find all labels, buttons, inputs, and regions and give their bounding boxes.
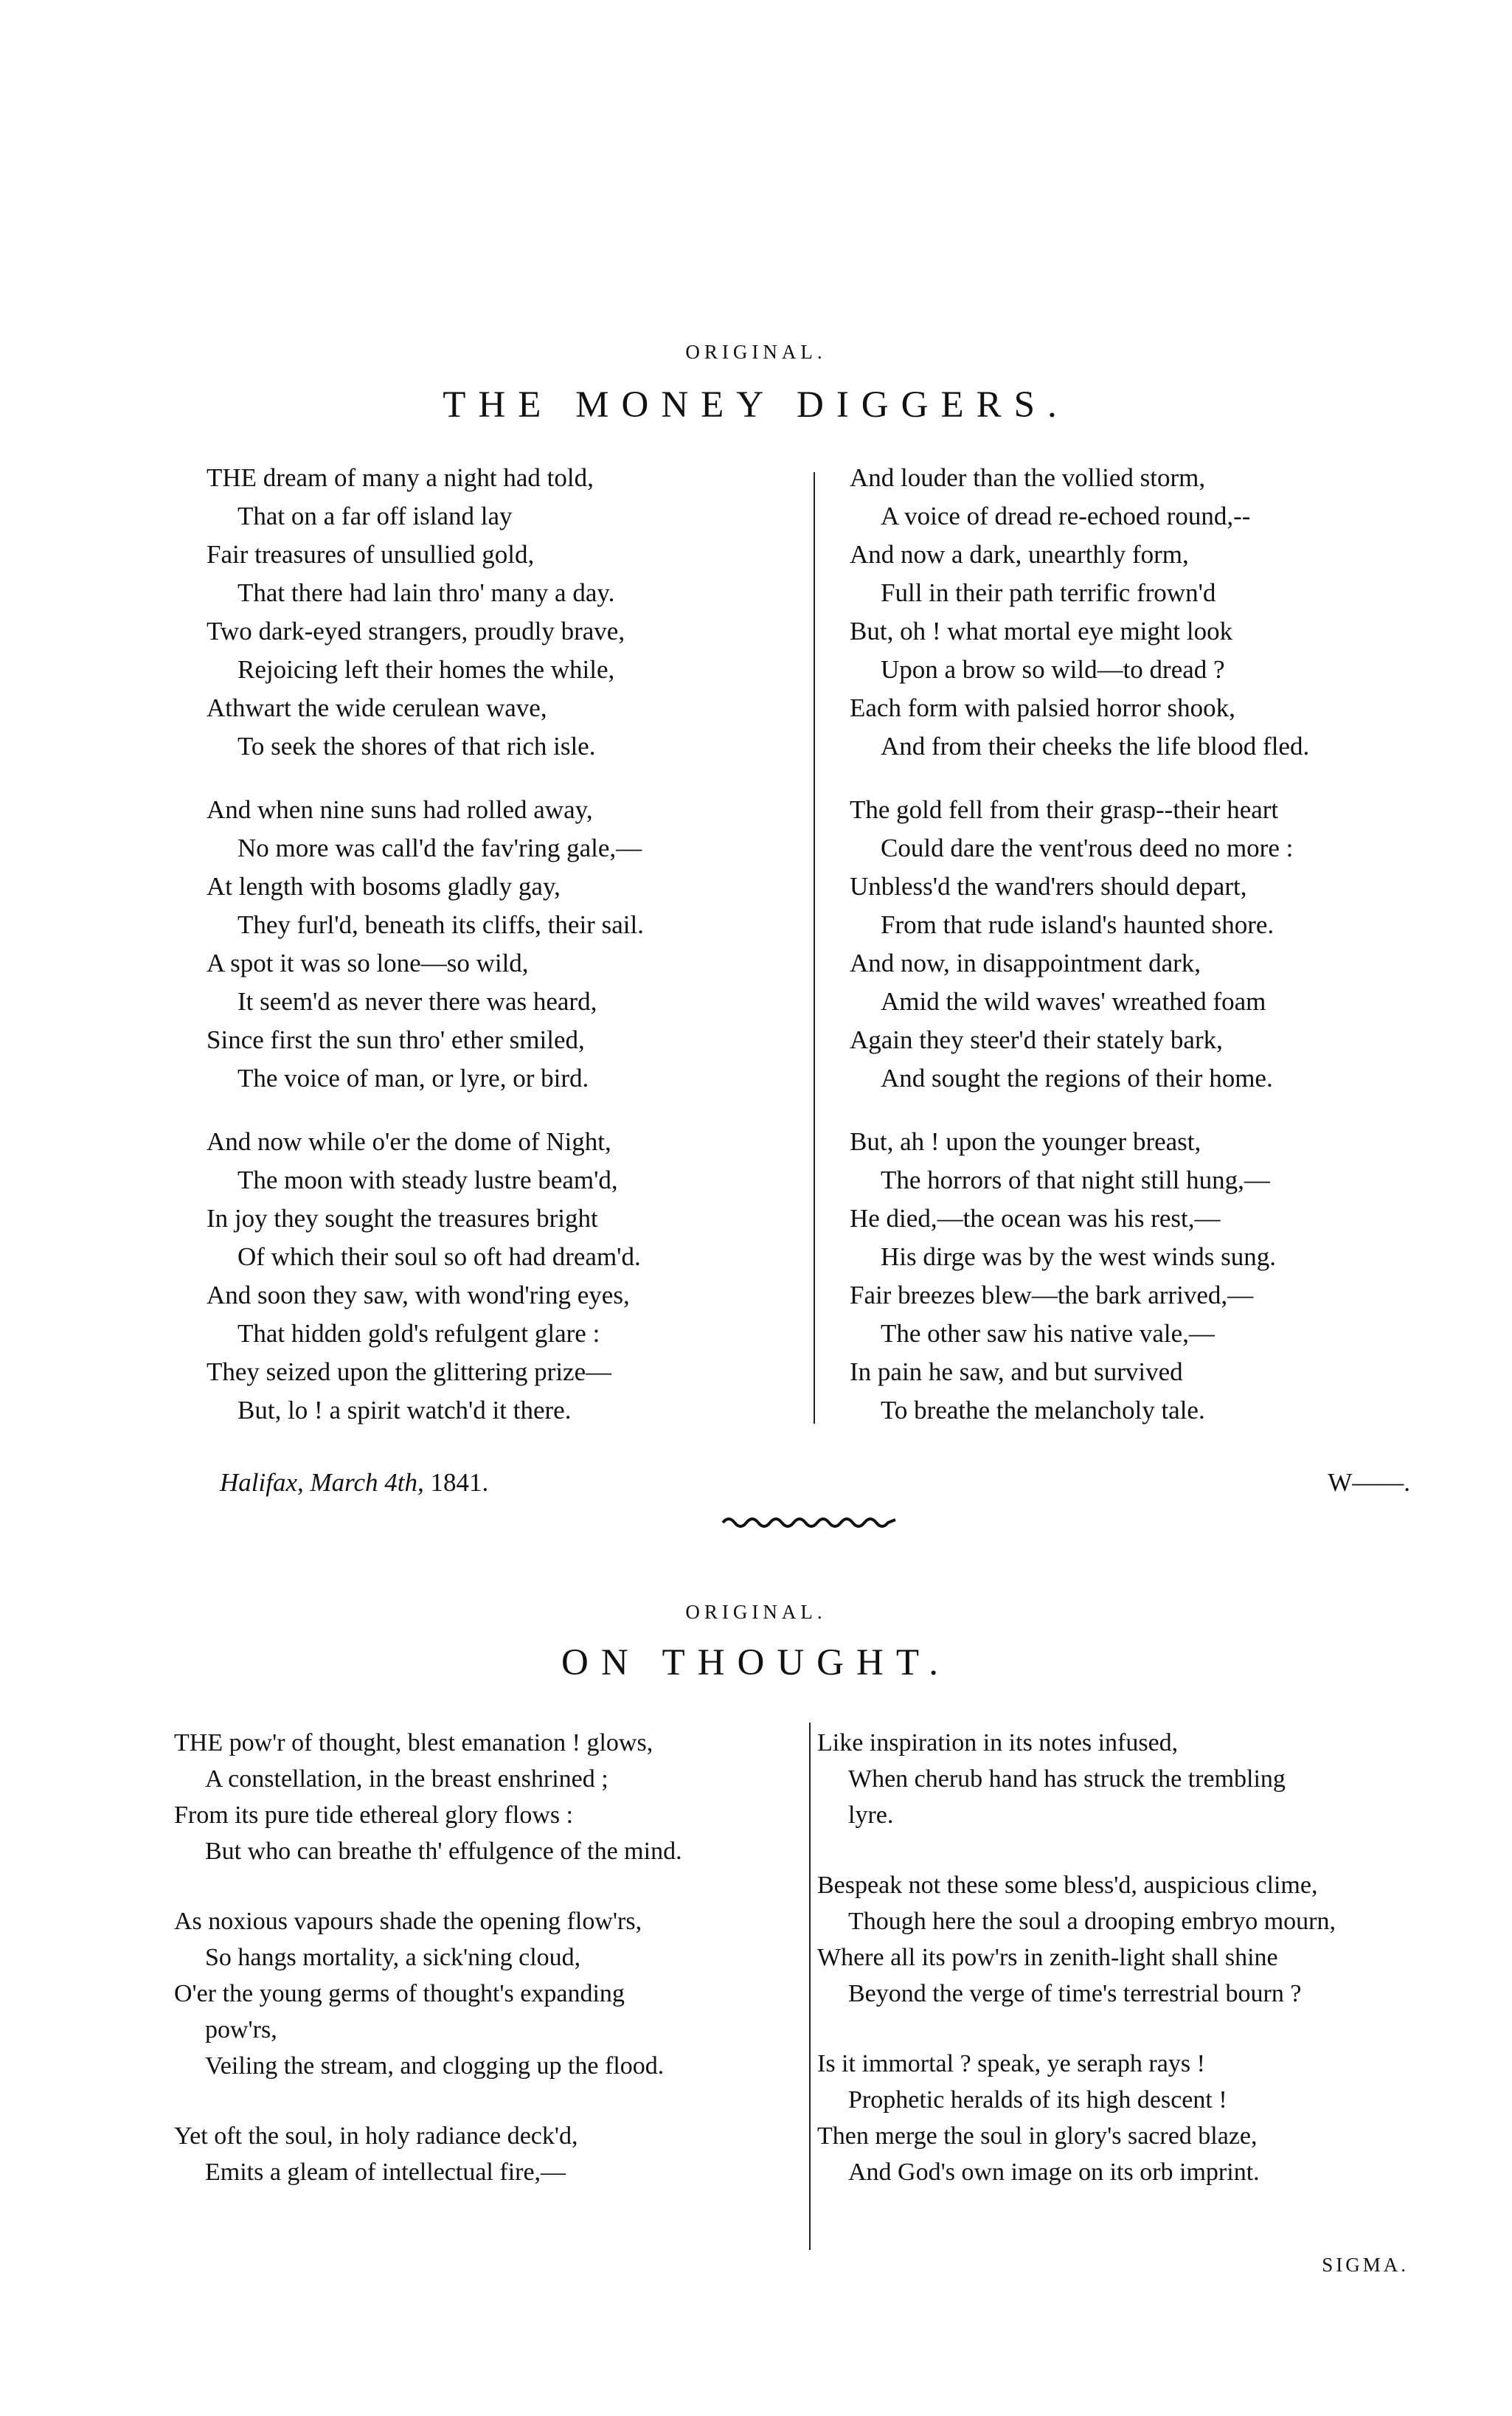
- verse-line: That there had lain thro' many a day.: [237, 578, 615, 607]
- verse-line: Amid the wild waves' wreathed foam: [881, 987, 1266, 1016]
- stanza: [817, 1867, 1336, 2012]
- verse-line: Prophetic heralds of its high descent !: [848, 2086, 1227, 2114]
- verse-line: Fair breezes blew—the bark arrived,—: [850, 1281, 1254, 1309]
- verse-line: And when nine suns had rolled away,: [207, 795, 593, 824]
- verse-line: The gold fell from their grasp--their heart: [850, 795, 1279, 824]
- verse-line: Could dare the vent'rous deed no more :: [881, 834, 1294, 862]
- poem-title: THE MONEY DIGGERS.: [443, 384, 1069, 426]
- verse-line: That hidden gold's refulgent glare :: [237, 1319, 600, 1348]
- verse-line: lyre.: [848, 1801, 894, 1829]
- verse-line: As noxious vapours shade the opening flow'rs,: [174, 1908, 642, 1935]
- verse-line: But, lo ! a spirit watch'd it there.: [237, 1396, 572, 1425]
- verse-line: And God's own image on its orb imprint.: [848, 2159, 1260, 2186]
- verse-line: And now while o'er the dome of Night,: [207, 1127, 611, 1156]
- verse-line: Fair treasures of unsullied gold,: [207, 540, 535, 569]
- verse-line: The moon with steady lustre beam'd,: [237, 1166, 618, 1194]
- stanza: [850, 1123, 1309, 1430]
- verse-line: In pain he saw, and but survived: [850, 1357, 1183, 1386]
- verse-line: Veiling the stream, and clogging up the flood.: [205, 2052, 665, 2080]
- verse-line: Beyond the verge of time's terrestrial bourn ?: [848, 1980, 1302, 2007]
- verse-line: A voice of dread re-echoed round,--: [881, 502, 1251, 530]
- section-label: ORIGINAL.: [685, 1601, 827, 1623]
- verse-line: THE dream of many a night had told,: [207, 463, 594, 492]
- verse-line: Full in their path terrific frown'd: [881, 578, 1216, 607]
- verse-line: To seek the shores of that rich isle.: [237, 732, 596, 761]
- column-divider: [809, 1723, 811, 2250]
- left-column: [207, 459, 644, 1455]
- left-column: [174, 1725, 682, 2224]
- stanza: [850, 459, 1309, 766]
- author-signature: W——.: [1328, 1468, 1410, 1497]
- stanza: [174, 1725, 682, 1869]
- verse-line: That on a far off island lay: [237, 502, 513, 530]
- ornamental-divider: [721, 1514, 898, 1529]
- verse-line: Rejoicing left their homes the while,: [237, 655, 615, 684]
- verse-line: Two dark-eyed strangers, proudly brave,: [207, 617, 625, 645]
- verse-line: Unbless'd the wand'rers should depart,: [850, 872, 1247, 901]
- verse-line: When cherub hand has struck the trembling: [848, 1765, 1286, 1793]
- verse-line: And now a dark, unearthly form,: [850, 540, 1189, 569]
- poem-title: ON THOUGHT.: [561, 1642, 951, 1683]
- verse-line: They seized upon the glittering prize—: [207, 1357, 612, 1386]
- verse-line: Then merge the soul in glory's sacred blaze,: [817, 2122, 1258, 2150]
- verse-line: And now, in disappointment dark,: [850, 949, 1201, 977]
- verse-line: Since first the sun thro' ether smiled,: [207, 1025, 585, 1054]
- verse-line: Again they steer'd their stately bark,: [850, 1025, 1223, 1054]
- verse-line: A spot it was so lone—so wild,: [207, 949, 529, 977]
- stanza: [207, 791, 644, 1098]
- stanza: [817, 1725, 1336, 1833]
- verse-line: Athwart the wide cerulean wave,: [207, 693, 547, 722]
- verse-line: And soon they saw, with wond'ring eyes,: [207, 1281, 630, 1309]
- verse-line: It seem'd as never there was heard,: [237, 987, 597, 1016]
- verse-line: THE pow'r of thought, blest emanation ! glows,: [174, 1729, 653, 1756]
- verse-line: Like inspiration in its notes infused,: [817, 1729, 1179, 1756]
- verse-line: Yet oft the soul, in holy radiance deck'd,: [174, 2122, 578, 2150]
- verse-line: Bespeak not these some bless'd, auspicious clime,: [817, 1872, 1318, 1899]
- verse-line: They furl'd, beneath its cliffs, their sail.: [237, 910, 644, 939]
- verse-line: The horrors of that night still hung,—: [881, 1166, 1270, 1194]
- verse-line: And louder than the vollied storm,: [850, 463, 1206, 492]
- author-signature: SIGMA.: [1322, 2254, 1409, 2276]
- verse-line: And from their cheeks the life blood fled.: [881, 732, 1310, 761]
- verse-line: The other saw his native vale,—: [881, 1319, 1215, 1348]
- verse-line: So hangs mortality, a sick'ning cloud,: [205, 1944, 581, 1971]
- verse-line: From its pure tide ethereal glory flows :: [174, 1801, 574, 1829]
- verse-line: A constellation, in the breast enshrined ;: [205, 1765, 608, 1793]
- right-column: [850, 459, 1309, 1455]
- stanza: [174, 1903, 682, 2084]
- stanza: [850, 791, 1309, 1098]
- dateline-place: Halifax,: [220, 1468, 304, 1497]
- verse-line: His dirge was by the west winds sung.: [881, 1242, 1276, 1271]
- verse-line: But, ah ! upon the younger breast,: [850, 1127, 1201, 1156]
- verse-line: Upon a brow so wild—to dread ?: [881, 655, 1225, 684]
- stanza: [817, 2046, 1336, 2190]
- right-column: [817, 1725, 1336, 2224]
- verse-line: In joy they sought the treasures bright: [207, 1204, 598, 1233]
- verse-line: Is it immortal ? speak, ye seraph rays !: [817, 2050, 1205, 2077]
- verse-line: pow'rs,: [205, 2016, 277, 2043]
- verse-line: O'er the young germs of thought's expanding: [174, 1980, 625, 2007]
- verse-line: But, oh ! what mortal eye might look: [850, 617, 1233, 645]
- verse-line: No more was call'd the fav'ring gale,—: [237, 834, 642, 862]
- verse-line: Where all its pow'rs in zenith-light shall shine: [817, 1944, 1278, 1971]
- stanza: [207, 1123, 644, 1430]
- column-divider: [814, 472, 815, 1424]
- verse-line: To breathe the melancholy tale.: [881, 1396, 1205, 1425]
- stanza: [207, 459, 644, 766]
- verse-line: Emits a gleam of intellectual fire,—: [205, 2159, 566, 2186]
- stanza: [174, 2118, 682, 2190]
- verse-line: The voice of man, or lyre, or bird.: [237, 1064, 589, 1093]
- dateline-year: 1841.: [430, 1468, 489, 1497]
- verse-line: But who can breathe th' effulgence of the mind.: [205, 1838, 682, 1865]
- dateline-date: March 4th,: [310, 1468, 424, 1497]
- verse-line: Though here the soul a drooping embryo mourn,: [848, 1908, 1336, 1935]
- verse-line: And sought the regions of their home.: [881, 1064, 1273, 1093]
- section-label: ORIGINAL.: [685, 341, 827, 363]
- verse-line: At length with bosoms gladly gay,: [207, 872, 561, 901]
- verse-line: He died,—the ocean was his rest,—: [850, 1204, 1221, 1233]
- dateline: [220, 1468, 488, 1498]
- verse-line: From that rude island's haunted shore.: [881, 910, 1275, 939]
- verse-line: Of which their soul so oft had dream'd.: [237, 1242, 641, 1271]
- verse-line: Each form with palsied horror shook,: [850, 693, 1235, 722]
